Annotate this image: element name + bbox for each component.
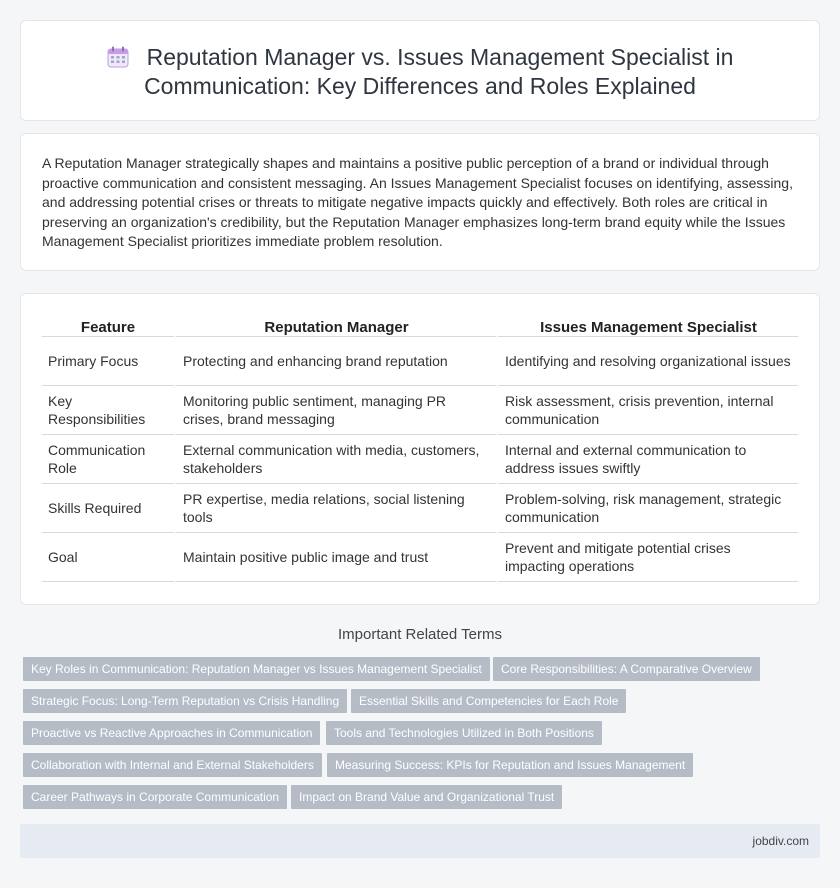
summary-card — [20, 133, 820, 271]
calendar-icon — [107, 46, 129, 68]
table-row — [42, 484, 798, 533]
header-feature: Feature — [42, 316, 174, 337]
title-line-1: Reputation Manager vs. Issues Management Specialist in — [146, 44, 734, 70]
table-cell: Key Responsibilities — [42, 386, 174, 435]
table-row — [42, 386, 798, 435]
table-cell: PR expertise, media relations, social listening tools — [174, 484, 496, 533]
related-tag[interactable]: Strategic Focus: Long-Term Reputation vs Crisis Handling — [23, 689, 347, 713]
related-terms-title: Important Related Terms — [338, 626, 502, 643]
title-line-2: Communication: Key Differences and Roles Explained — [144, 73, 696, 99]
title-card — [20, 20, 820, 121]
table-row — [42, 533, 798, 582]
table-cell: Skills Required — [42, 484, 174, 533]
comparison-card — [20, 293, 820, 605]
related-tag[interactable]: Core Responsibilities: A Comparative Overview — [493, 657, 760, 681]
table-cell: Monitoring public sentiment, managing PR crises, brand messaging — [174, 386, 496, 435]
related-tag[interactable]: Impact on Brand Value and Organizational Trust — [291, 785, 562, 809]
table-row — [42, 435, 798, 484]
table-cell: Problem-solving, risk management, strategic communication — [496, 484, 798, 533]
table-row — [42, 337, 798, 386]
related-tag[interactable]: Key Roles in Communication: Reputation Manager vs Issues Management Specialist — [23, 657, 490, 681]
table-cell: External communication with media, customers, stakeholders — [174, 435, 496, 484]
table-cell: Goal — [42, 533, 174, 582]
related-tag[interactable]: Essential Skills and Competencies for Each Role — [351, 689, 626, 713]
related-tag[interactable]: Proactive vs Reactive Approaches in Communication — [23, 721, 320, 745]
footer-bar — [20, 824, 820, 858]
table-cell: Communication Role — [42, 435, 174, 484]
header-reputation-manager: Reputation Manager — [174, 316, 496, 337]
footer-site-link[interactable]: jobdiv.com — [752, 834, 809, 848]
table-cell: Internal and external communication to address issues swiftly — [496, 435, 798, 484]
table-cell: Risk assessment, crisis prevention, internal communication — [496, 386, 798, 435]
table-cell: Identifying and resolving organizational issues — [496, 337, 798, 386]
related-tag[interactable]: Measuring Success: KPIs for Reputation and Issues Management — [327, 753, 693, 777]
table-cell: Prevent and mitigate potential crises impacting operations — [496, 533, 798, 582]
related-tag[interactable]: Tools and Technologies Utilized in Both Positions — [326, 721, 602, 745]
table-header-row — [42, 316, 798, 337]
header-issues-specialist: Issues Management Specialist — [496, 316, 798, 337]
related-tag[interactable]: Career Pathways in Corporate Communication — [23, 785, 287, 809]
page-title — [21, 43, 819, 101]
table-cell: Protecting and enhancing brand reputation — [174, 337, 496, 386]
comparison-table — [42, 316, 798, 582]
summary-text: A Reputation Manager strategically shapes and maintains a positive public perception of a brand or individual through proactive communication and consistent messaging. An Issues Management Specialist focuses on identifying, assessing, and addressing potential crises or threats to mitigate negative impacts quickly and effectively. Both roles are critical in preserving an organization's credibility, but the Reputation Manager emphasizes long-term brand equity while the Issues Management Specialist prioritizes immediate problem resolution. — [42, 155, 793, 249]
table-cell: Maintain positive public image and trust — [174, 533, 496, 582]
table-cell: Primary Focus — [42, 337, 174, 386]
related-tag[interactable]: Collaboration with Internal and External Stakeholders — [23, 753, 322, 777]
